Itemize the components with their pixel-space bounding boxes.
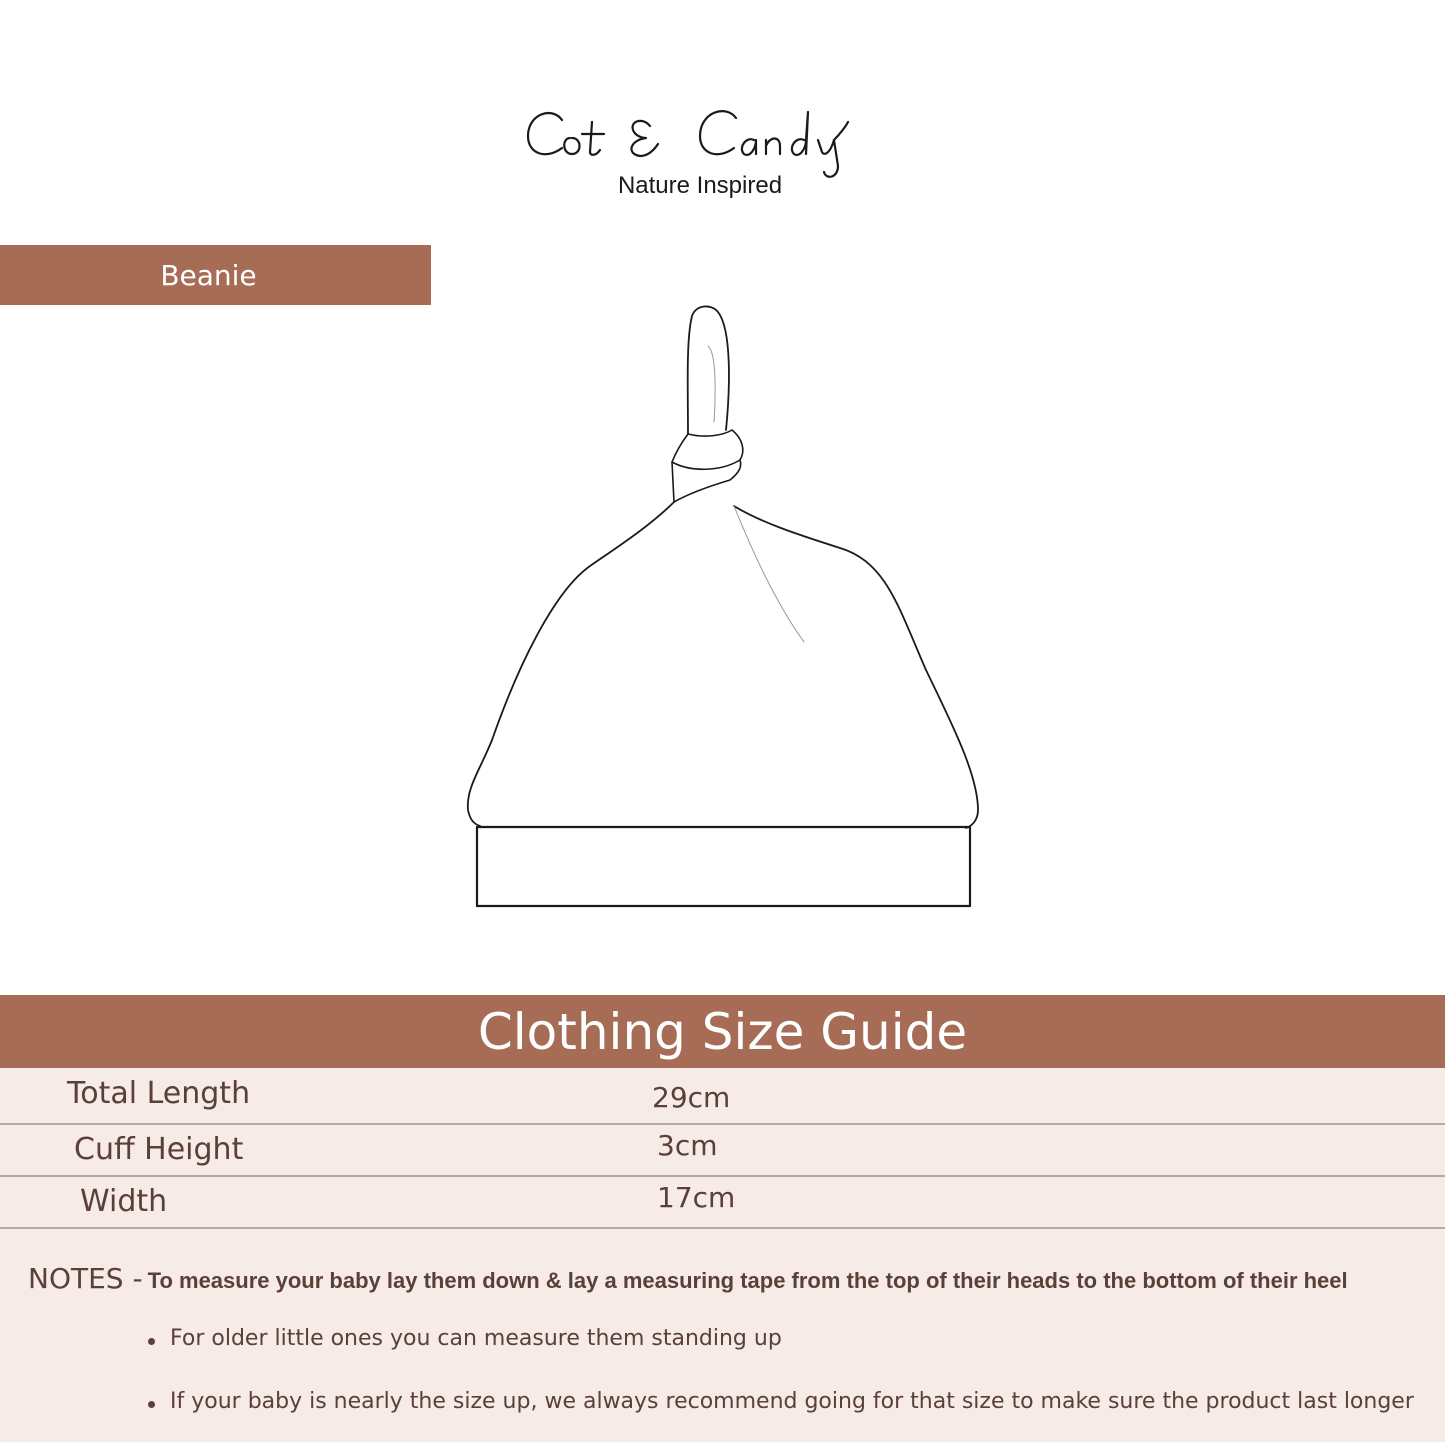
size-row-width — [0, 1176, 1445, 1229]
brand-tagline: Nature Inspired — [617, 172, 783, 199]
list-item — [148, 1326, 1414, 1362]
bullet-icon — [148, 1401, 155, 1408]
brand-logo — [522, 92, 866, 184]
product-name-tab — [0, 245, 431, 305]
size-row-total-length — [0, 1072, 1445, 1125]
size-row-value: 29cm — [652, 1081, 731, 1114]
notes — [28, 1262, 1348, 1295]
size-row-cuff-height — [0, 1124, 1445, 1177]
notes-text: To measure your baby lay them down & lay a measuring tape from the top of their heads to the bottom of their heel — [147, 1268, 1348, 1293]
beanie-illustration — [460, 300, 985, 912]
size-row-value: 3cm — [657, 1129, 718, 1162]
size-guide-title: Clothing Size Guide — [0, 995, 1445, 1068]
size-row-label: Total Length — [67, 1076, 251, 1111]
bullet-text: For older little ones you can measure them standing up — [170, 1326, 782, 1351]
size-row-value: 17cm — [657, 1181, 736, 1214]
size-row-label: Width — [80, 1184, 168, 1219]
notes-bullet-list — [148, 1326, 1414, 1452]
bullet-icon — [148, 1338, 155, 1345]
bullet-text: If your baby is nearly the size up, we always recommend going for that size to make sure the product last longer — [170, 1389, 1414, 1414]
notes-label: NOTES - — [28, 1262, 143, 1295]
size-row-label: Cuff Height — [74, 1132, 244, 1167]
product-name: Beanie — [160, 258, 257, 292]
list-item — [148, 1389, 1414, 1425]
